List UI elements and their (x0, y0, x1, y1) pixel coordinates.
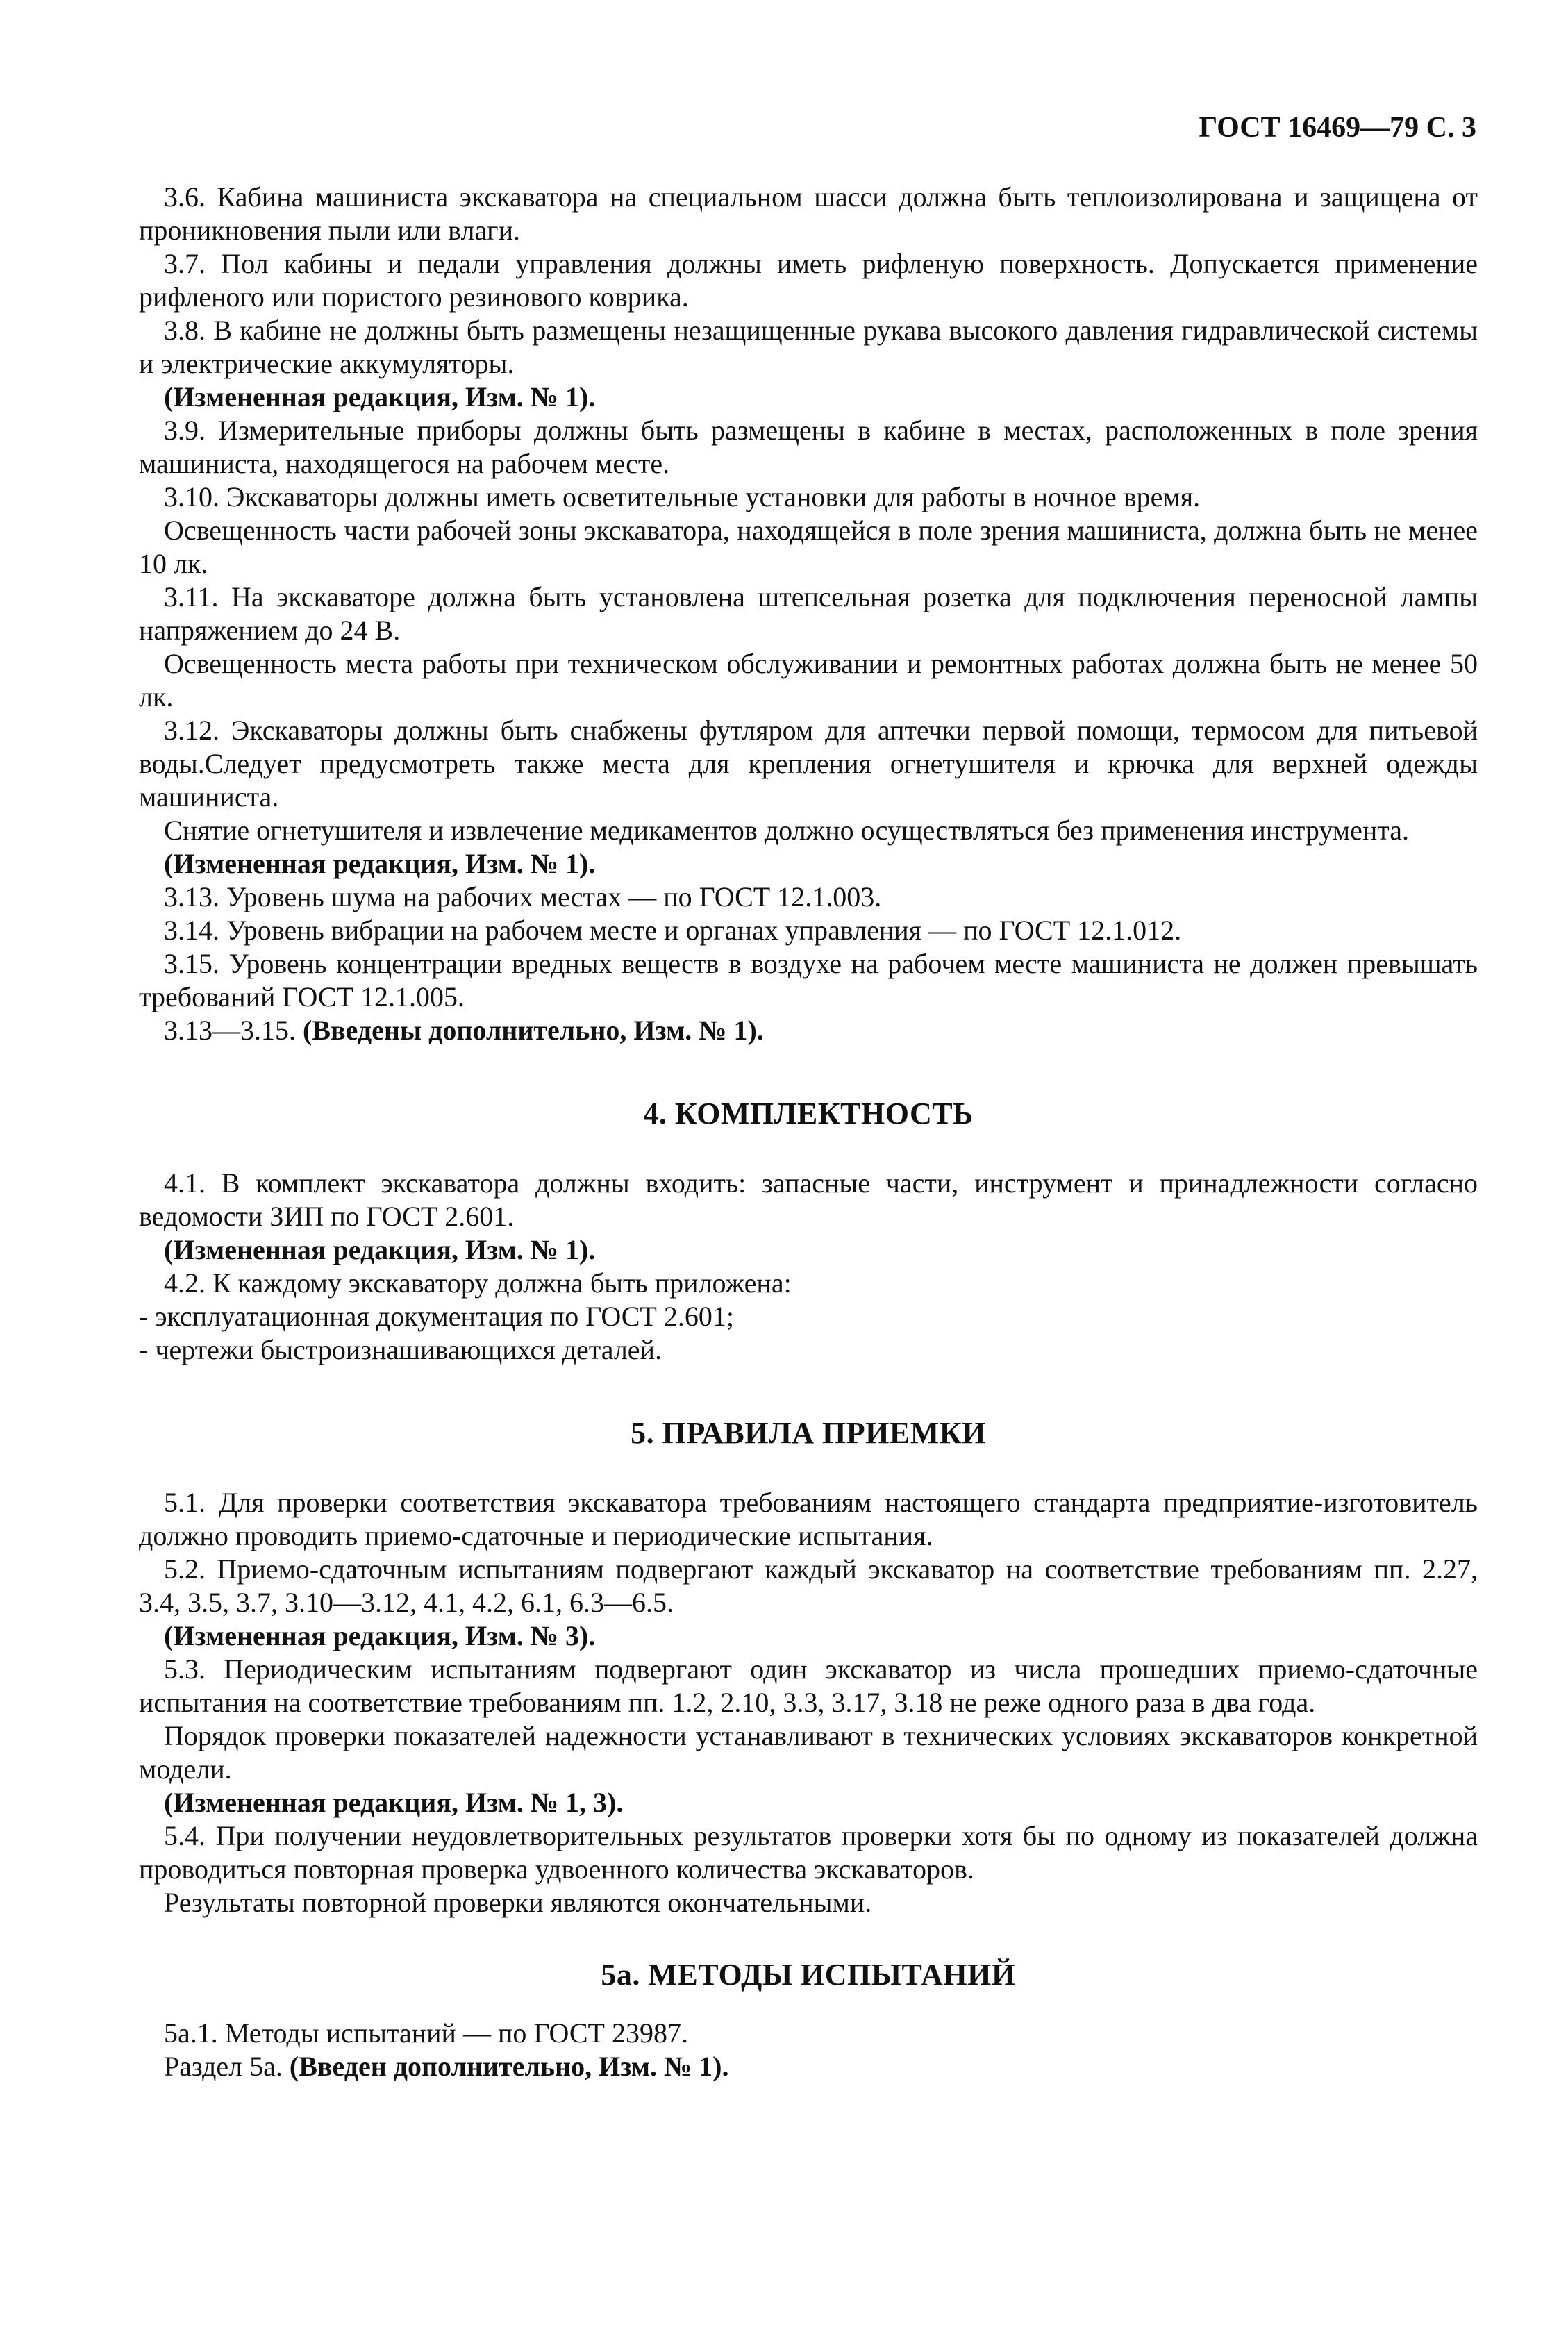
amendment-note: (Измененная редакция, Изм. № 1). (164, 848, 596, 879)
section-title-5a: 5а. МЕТОДЫ ИСПЫТАНИЙ (601, 1958, 1016, 1992)
paragraph-3-9: 3.9. Измерительные приборы должны быть размещены в кабине в местах, расположенных в поле зрения машиниста, находящегося на рабочем месте. (139, 415, 1478, 479)
list-item: - эксплуатационная документация по ГОСТ 2.601; (139, 1301, 734, 1332)
amendment-note: 3.13—3.15. (Введены дополнительно, Изм. № 1). (164, 1015, 764, 1046)
section-4-body (139, 1167, 1478, 1367)
paragraph-3-15: 3.15. Уровень концентрации вредных веществ в воздухе на рабочем месте машиниста не должен превышать требований ГОСТ 12.1.005. (139, 948, 1478, 1012)
paragraph-3-14: 3.14. Уровень вибрации на рабочем месте и органах управления — по ГОСТ 12.1.012. (164, 915, 1182, 946)
paragraph-5-4: 5.4. При получении неудовлетворительных результатов проверки хотя бы по одному из показателей должна проводиться повторная проверка удвоенного количества экскаваторов. (139, 1820, 1478, 1885)
paragraph-5-3: 5.3. Периодическим испытаниям подвергают один экскаватор из числа прошедших приемо-сдаточные испытания на соответствие требованиям пп. 1.2, 2.10, 3.3, 3.17, 3.18 не реже одного раза в два года. (139, 1653, 1478, 1718)
paragraph-4-2: 4.2. К каждому экскаватору должна быть приложена: (164, 1267, 792, 1299)
paragraph-3-8: 3.8. В кабине не должны быть размещены незащищенные рукава высокого давления гидравлической системы и электрические аккумуляторы. (139, 315, 1478, 379)
amendment-note: (Измененная редакция, Изм. № 3). (164, 1620, 596, 1651)
section-5-body (139, 1486, 1478, 1919)
paragraph-5-4-final: Результаты повторной проверки являются окончательными. (164, 1887, 872, 1918)
list-item: - чертежи быстроизнашивающихся деталей. (139, 1334, 662, 1365)
paragraph-5a-1: 5а.1. Методы испытаний — по ГОСТ 23987. (164, 2017, 688, 2049)
amendment-note: Раздел 5а. (Введен дополнительно, Изм. № 1). (164, 2051, 729, 2082)
paragraph-3-11-lighting: Освещенность места работы при техническом обслуживании и ремонтных работах должна быть не менее 50 лк. (139, 648, 1478, 712)
paragraph-3-12: 3.12. Экскаваторы должны быть снабжены футляром для аптечки первой помощи, термосом для питьевой воды.Следует предусмотреть также места для крепления огнетушителя и крючка для верхней одежды машиниста. (139, 715, 1478, 812)
paragraph-3-12-removal: Снятие огнетушителя и извлечение медикаментов должно осуществляться без применения инструмента. (164, 815, 1409, 846)
paragraph-4-1: 4.1. В комплект экскаватора должны входить: запасные части, инструмент и принадлежности согласно ведомости ЗИП по ГОСТ 2.601. (139, 1167, 1478, 1232)
amendment-note: (Измененная редакция, Изм. № 1, 3). (164, 1787, 624, 1818)
section-title-5: 5. ПРАВИЛА ПРИЕМКИ (631, 1416, 986, 1450)
paragraph-5-1: 5.1. Для проверки соответствия экскаватора требованиям настоящего стандарта предприятие-изготовитель должно проводить приемо-сдаточные и периодические испытания. (139, 1487, 1478, 1551)
paragraph-3-13: 3.13. Уровень шума на рабочих местах — по ГОСТ 12.1.003. (164, 881, 882, 912)
paragraph-3-10-lighting: Освещенность части рабочей зоны экскаватора, находящейся в поле зрения машиниста, должна быть не менее 10 лк. (139, 515, 1478, 579)
amendment-note: (Измененная редакция, Изм. № 1). (164, 381, 596, 412)
section-5a-body (139, 2017, 1478, 2083)
paragraph-3-11: 3.11. На экскаваторе должна быть установлена штепсельная розетка для подключения переносной лампы напряжением до 24 В. (139, 581, 1478, 646)
paragraph-3-6: 3.6. Кабина машиниста экскаватора на специальном шасси должна быть теплоизолирована и защищена от проникновения пыли или влаги. (139, 181, 1478, 246)
section-3-body (139, 181, 1478, 1047)
page-header: ГОСТ 16469—79 С. 3 (1199, 112, 1476, 144)
section-title-4: 4. КОМПЛЕКТНОСТЬ (643, 1097, 974, 1131)
paragraph-3-7: 3.7. Пол кабины и педали управления должны иметь рифленую поверхность. Допускается применение рифленого или пористого резинового коврика. (139, 248, 1478, 312)
amendment-note: (Измененная редакция, Изм. № 1). (164, 1234, 596, 1265)
paragraph-5-2: 5.2. Приемо-сдаточным испытаниям подвергают каждый экскаватор на соответствие требованиям пп. 2.27, 3.4, 3.5, 3.7, 3.10—3.12, 4.1, 4.2, 6.1, 6.3—6.5. (139, 1553, 1478, 1618)
paragraph-5-3-reliability: Порядок проверки показателей надежности устанавливают в технических условиях экскаваторов конкретной модели. (139, 1720, 1478, 1785)
paragraph-3-10: 3.10. Экскаваторы должны иметь осветительные установки для работы в ночное время. (164, 481, 1201, 512)
